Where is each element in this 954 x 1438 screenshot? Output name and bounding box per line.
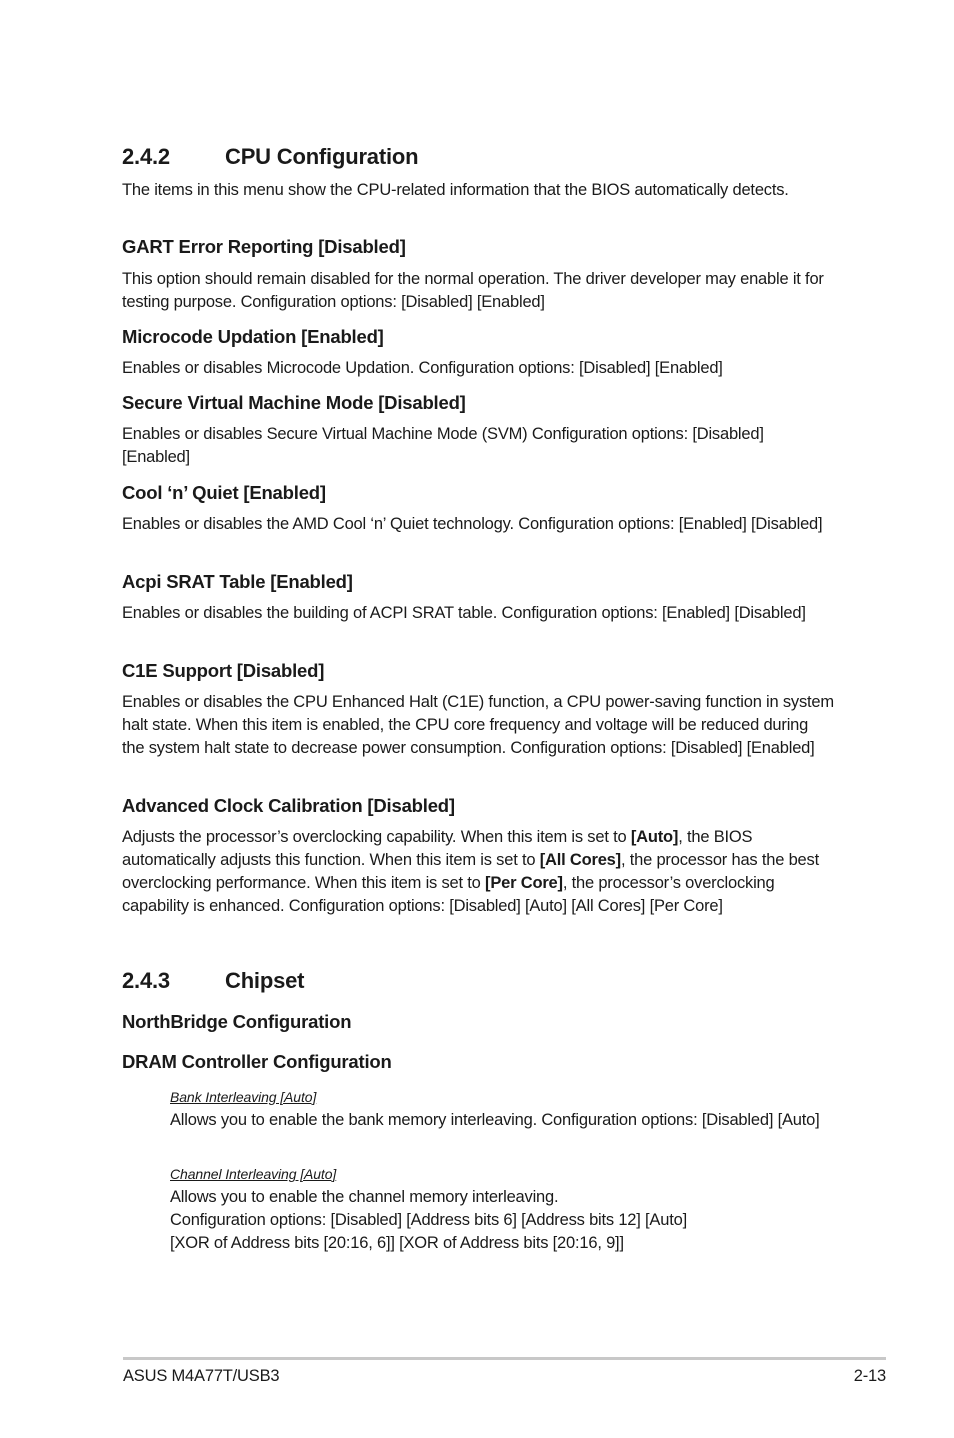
option-per-core: [Per Core]	[485, 874, 563, 892]
section-heading-cpu-configuration	[122, 144, 418, 170]
item-title-acpi-srat-table: Acpi SRAT Table [Enabled]	[122, 571, 353, 592]
item-body-c1e-support: Enables or disables the CPU Enhanced Halt (C1E) function, a CPU power-saving function in system halt state. When this item is enabled, the CPU core frequency and voltage will be reduced during the system halt state to decrease power consumption. Configuration options: [Disabled] [Enabled]	[122, 693, 834, 757]
item-body-acpi-srat-table: Enables or disables the building of ACPI SRAT table. Configuration options: [Enabled] [Disabled]	[122, 604, 806, 622]
section-number: 2.4.2	[122, 144, 170, 169]
item-title-dram-controller-configuration: DRAM Controller Configuration	[122, 1051, 392, 1072]
section-heading-chipset	[122, 968, 304, 994]
option-all-cores: [All Cores]	[539, 851, 621, 869]
section-intro: The items in this menu show the CPU-related information that the BIOS automatically detects.	[122, 181, 789, 199]
item-title-northbridge-configuration: NorthBridge Configuration	[122, 1011, 352, 1032]
section-title: Chipset	[225, 968, 305, 993]
item-body-gart-error-reporting: This option should remain disabled for the normal operation. The driver developer may enable it for testing purpose. Configuration options: [Disabled] [Enabled]	[122, 270, 824, 311]
subitem-body	[170, 1186, 834, 1255]
item-title-cool-n-quiet: Cool ‘n’ Quiet [Enabled]	[122, 482, 326, 503]
section-title: CPU Configuration	[225, 144, 419, 169]
subitem-bank-interleaving	[170, 1088, 834, 1132]
subitem-channel-interleaving	[170, 1165, 834, 1255]
footer-model: ASUS M4A77T/USB3	[123, 1367, 280, 1385]
subitem-body-line: [XOR of Address bits [20:16, 6]] [XOR of Address bits [20:16, 9]]	[170, 1234, 624, 1252]
footer-divider	[123, 1357, 886, 1360]
option-auto: [Auto]	[630, 828, 679, 846]
subitem-title: Bank Interleaving [Auto]	[170, 1089, 317, 1105]
item-body-cool-n-quiet: Enables or disables the AMD Cool ‘n’ Quiet technology. Configuration options: [Enabled] [Disabled]	[122, 515, 823, 533]
subitem-body: Allows you to enable the bank memory interleaving. Configuration options: [Disabled] [Auto]	[170, 1111, 820, 1129]
subitem-body-line: Configuration options: [Disabled] [Address bits 6] [Address bits 12] [Auto]	[170, 1211, 687, 1229]
item-body-microcode-updation: Enables or disables Microcode Updation. Configuration options: [Disabled] [Enabled]	[122, 359, 723, 377]
subitem-body-line: Allows you to enable the channel memory interleaving.	[170, 1188, 559, 1206]
item-body-advanced-clock-calibration: Adjusts the processor’s overclocking capability. When this item is set to [Auto], the BIOS automatically adjusts this function. When this item is set to [All Cores], the processor has the best overclocking performance. When this item is set to [Per Core], the processor’s overclocking capability is enhanced. Configuration options: [Disabled] [Auto] [All Cores] [Per Core]	[122, 828, 819, 915]
item-title-c1e-support: C1E Support [Disabled]	[122, 660, 325, 681]
item-title-microcode-updation: Microcode Updation [Enabled]	[122, 326, 384, 347]
footer-page-number: 2-13	[853, 1367, 886, 1385]
item-title-advanced-clock-calibration: Advanced Clock Calibration [Disabled]	[122, 795, 455, 816]
subitem-title: Channel Interleaving [Auto]	[170, 1166, 337, 1182]
section-number: 2.4.3	[122, 968, 170, 993]
item-title-gart-error-reporting: GART Error Reporting [Disabled]	[122, 236, 406, 257]
item-body-secure-virtual-machine-mode: Enables or disables Secure Virtual Machine Mode (SVM) Configuration options: [Disabled] [Enabled]	[122, 425, 764, 466]
item-title-secure-virtual-machine-mode: Secure Virtual Machine Mode [Disabled]	[122, 392, 466, 413]
